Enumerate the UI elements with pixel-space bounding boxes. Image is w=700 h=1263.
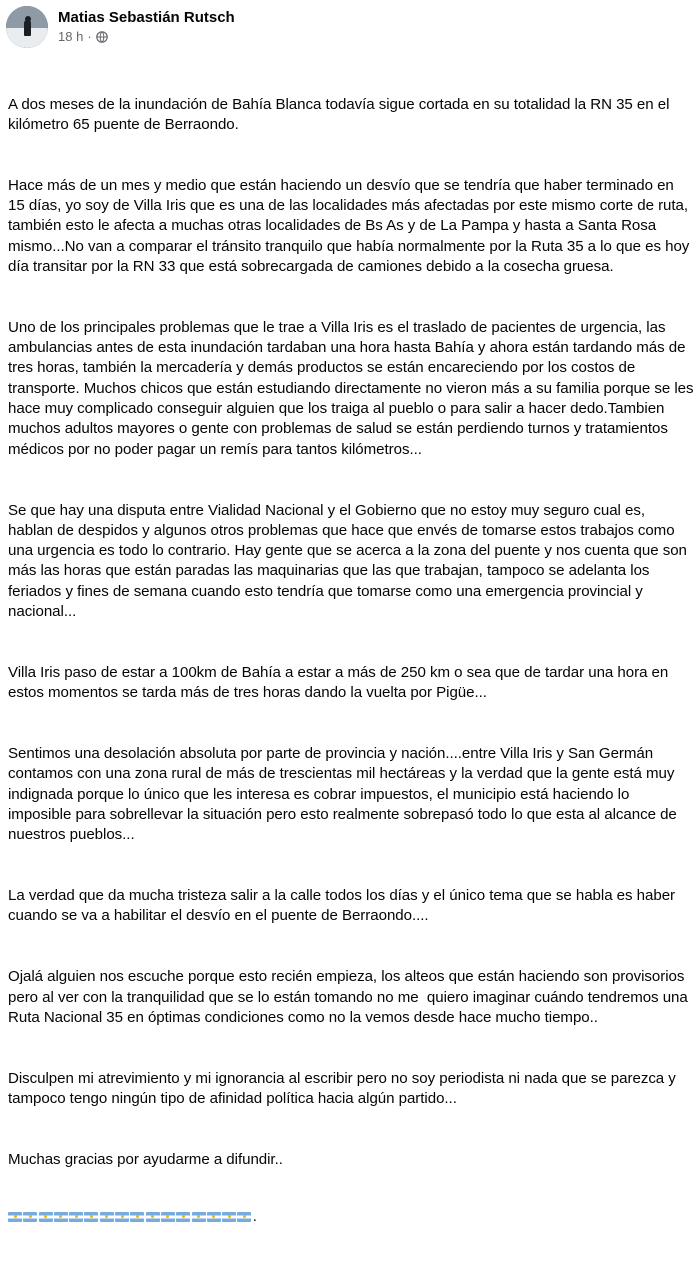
post-subline xyxy=(58,29,235,45)
argentina-flag-icon xyxy=(176,1212,190,1222)
post-paragraph: Muchas gracias por ayudarme a difundir.. xyxy=(8,1151,283,1169)
argentina-flag-icon xyxy=(69,1212,83,1222)
author-name[interactable]: Matias Sebastián Rutsch xyxy=(58,8,235,26)
post-paragraph: Uno de los principales problemas que le trae a Villa Iris es el traslado de pacientes de urgencia, las ambulancias antes de esta inundación tardaban una hora hasta Bahía y ahora están tardando más de tres horas, también la mercadería y demás productos se están encareciendo por los costos de transporte. Muchos chicos que están estudiando directamente no vieron más a su familia porque se les hace muy complicado conseguir alguien que los traiga al pueblo o para salir a hacer dedo.Tambien muchos adultos mayores o gente con problemas de salud se están perdiendo turnos y tratamientos médicos por no poder pagar un remís para tantos kilómetros... xyxy=(8,318,698,458)
argentina-flag-icon xyxy=(192,1212,206,1222)
post-paragraph: Sentimos una desolación absoluta por parte de provincia y nación....entre Villa Iris y San Germán contamos con una zona rural de más de trescientas mil hectáreas y la verdad que la gente está muy indignada porque lo único que les interesa es cobrar impuestos, el municipio está haciendo lo imposible para sobrellevar la situación pero esto realmente sobrepasó todo lo que esta al alcance de nuestros pueblos... xyxy=(8,745,681,844)
argentina-flag-icon xyxy=(84,1212,98,1222)
argentina-flag-icon xyxy=(54,1212,68,1222)
argentina-flag-icon xyxy=(207,1212,221,1222)
separator-dot: · xyxy=(87,28,92,44)
argentina-flag-icon xyxy=(237,1212,251,1222)
post-body xyxy=(8,54,698,1263)
argentina-flag-icon xyxy=(130,1212,144,1222)
post-paragraph: A dos meses de la inundación de Bahía Blanca todavía sigue cortada en su totalidad la RN 35 en el kilómetro 65 puente de Berraondo. xyxy=(8,95,674,133)
post-paragraph: Villa Iris paso de estar a 100km de Bahía a estar a más de 250 km o sea que de tardar una hora en estos momentos se tarda más de tres horas dando la vuelta por Pigüe... xyxy=(8,663,673,702)
flag-emoji-row xyxy=(8,1207,694,1225)
post-meta xyxy=(58,10,235,45)
trailing-period: . xyxy=(252,1207,257,1225)
argentina-flag-icon xyxy=(23,1212,37,1222)
argentina-flag-icon xyxy=(161,1212,175,1222)
argentina-flag-icon xyxy=(100,1212,114,1222)
post-header xyxy=(6,6,235,48)
argentina-flag-icon xyxy=(39,1212,53,1222)
argentina-flag-icon xyxy=(146,1212,160,1222)
post-paragraph: La verdad que da mucha tristeza salir a la calle todos los días y el único tema que se habla es haber cuando se va a habilitar el desvío en el puente de Berraondo.... xyxy=(8,887,680,925)
post-paragraph: Ojalá alguien nos escuche porque esto recién empieza, los alteos que están haciendo son provisorios pero al ver con la tranquilidad que se lo están tomando no me quiero imaginar cuándo tendremos una Ruta Nacional 35 en óptimas condiciones como no la vemos desde hace mucho tiempo.. xyxy=(8,968,692,1026)
argentina-flag-icon xyxy=(115,1212,129,1222)
post-paragraph: Disculpen mi atrevimiento y mi ignorancia al escribir pero no soy periodista ni nada que se parezca y tampoco tengo ningún tipo de afinidad política hacia algún partido... xyxy=(8,1069,680,1108)
post-timestamp[interactable]: 18 h xyxy=(58,28,84,44)
argentina-flag-icon xyxy=(222,1212,236,1222)
argentina-flag-icon xyxy=(8,1212,22,1222)
globe-icon[interactable] xyxy=(96,31,108,43)
post-paragraph: Hace más de un mes y medio que están haciendo un desvío que se tendría que haber terminado en 15 días, yo soy de Villa Iris que es una de las localidades más afectadas por este mismo corte de ruta, también esto le afecta a muchas otras localidades de Bs As y de La Pampa y hasta a Santa Rosa mismo...No van a comparar el tránsito tranquilo que había normalmente por la Ruta 35 a lo que es hoy día transitar por la RN 33 que está sobrecargada de camiones debido a la cosecha gruesa. xyxy=(8,176,694,275)
avatar[interactable] xyxy=(6,6,48,48)
post-paragraph: Se que hay una disputa entre Vialidad Nacional y el Gobierno que no estoy muy seguro cual es, hablan de despidos y algunos otros problemas que hace que envés de tomarse estos trabajos como una urgencia es todo lo contrario. Hay gente que se acerca a la zona del puente y nos cuenta que son más las horas que están paradas las maquinarias que las que trabajan, tampoco se adelanta los feriados y fines de semana cuando esto tendría que tomarse como una emergencia provincial y nacional... xyxy=(8,501,692,621)
